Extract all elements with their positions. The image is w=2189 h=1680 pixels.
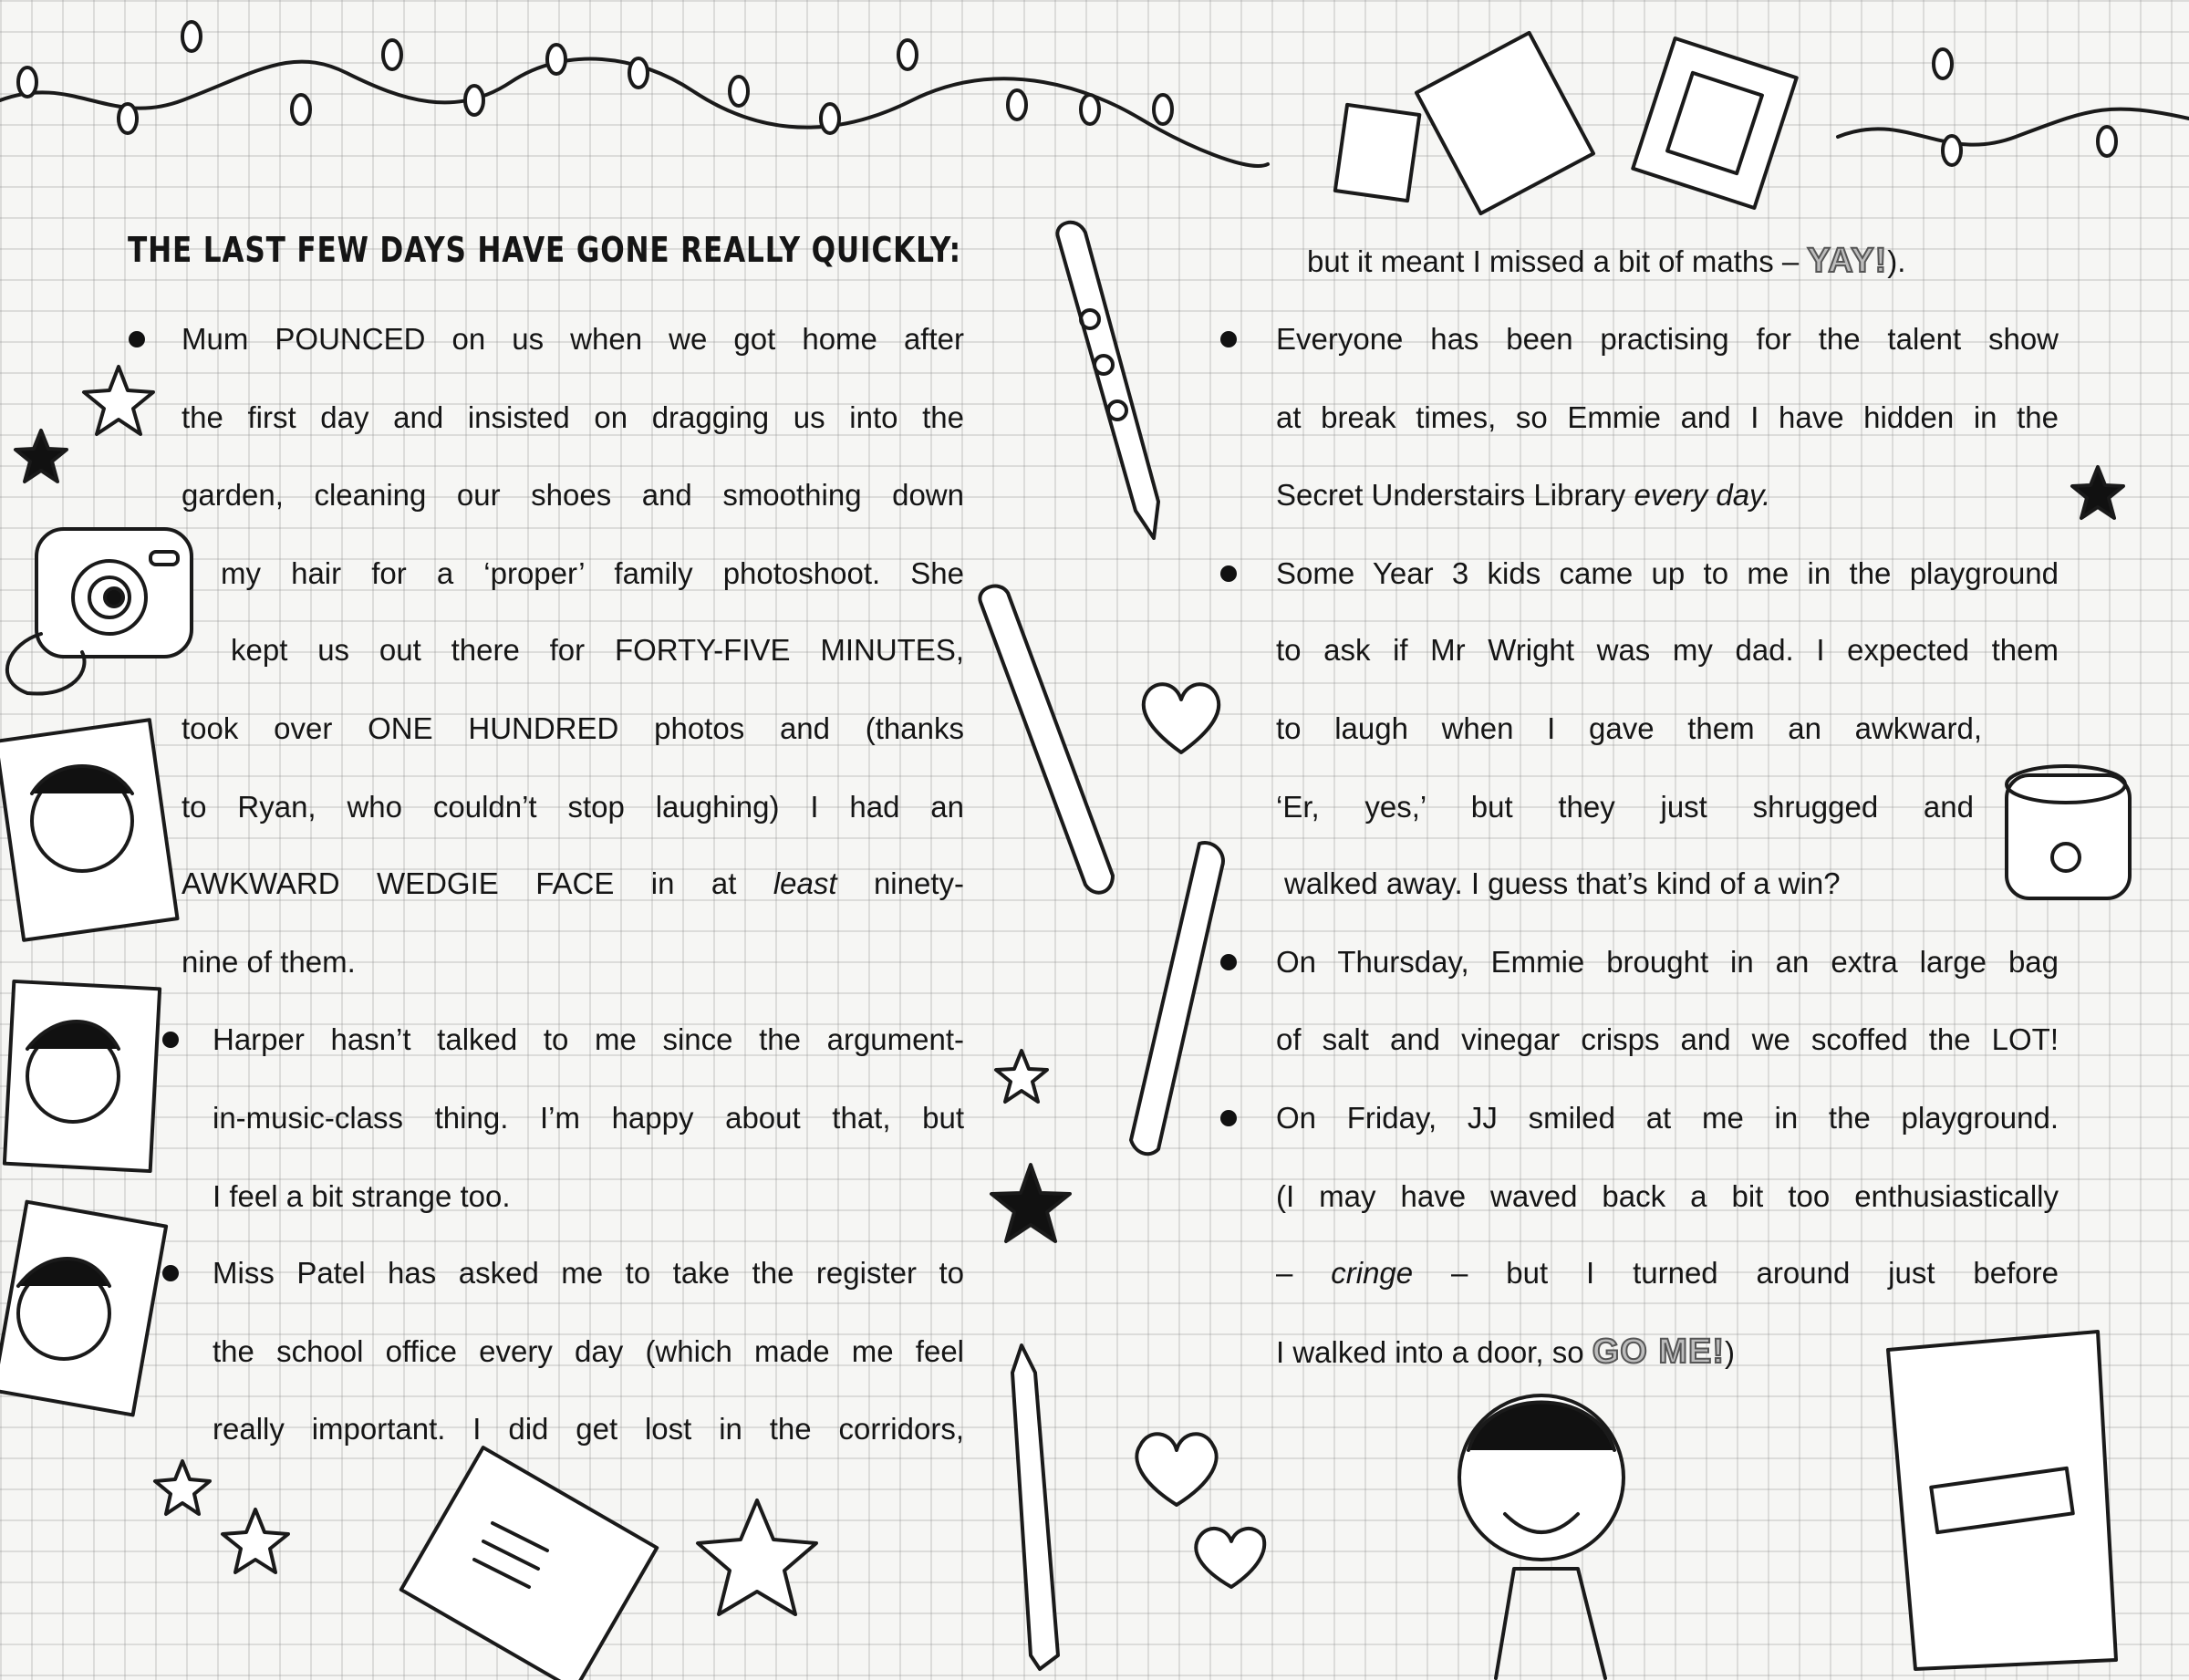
bullet-icon	[162, 1032, 179, 1048]
text-line: the first day and insisted on dragging us into the	[182, 400, 964, 434]
fairy-lights-left-icon	[0, 18, 1277, 182]
camera-icon	[0, 524, 196, 698]
girl-character-icon	[1441, 1377, 1678, 1678]
pen-striped-icon	[1122, 839, 1231, 1158]
bullet-icon	[129, 331, 145, 347]
yay-lettering: YAY!	[1807, 242, 1888, 280]
text-line: ‘Er, yes,’ but they just shrugged and	[1276, 790, 1974, 824]
text-line: took over ONE HUNDRED photos and (thanks	[182, 711, 964, 745]
text-line: I feel a bit strange too.	[213, 1179, 511, 1213]
star-outline-icon	[82, 365, 155, 438]
text-line	[1276, 468, 1770, 523]
bullet-icon	[1220, 331, 1237, 347]
text-segment: but it meant I missed a bit of maths –	[1307, 244, 1808, 278]
text-line	[182, 856, 964, 911]
text-segment: –	[1276, 1256, 1332, 1290]
text-line: walked away. I guess that’s kind of a win?	[1284, 866, 1841, 900]
text-line: garden, cleaning our shoes and smoothing down	[182, 478, 964, 512]
hearts-icon	[1131, 1368, 1350, 1587]
books-icon	[1341, 46, 1815, 201]
text-line: On Thursday, Emmie brought in an extra large bag	[1276, 945, 2059, 979]
text-segment: ninety-	[836, 866, 965, 900]
crisps-packet-icon	[1879, 1313, 2125, 1678]
bullet-icon	[1220, 565, 1237, 582]
text-line: my hair for a ‘proper’ family photoshoot. She	[221, 556, 964, 590]
bullet-icon	[162, 1265, 179, 1281]
text-line	[1307, 233, 1905, 288]
text-line: of salt and vinegar crisps and we scoffed the LOT!	[1276, 1022, 2059, 1056]
fairy-lights-right-icon	[1833, 27, 2189, 173]
heart-icon	[1140, 679, 1222, 757]
italic-emphasis: every day.	[1634, 478, 1771, 512]
text-line: (I may have waved back a bit too enthusiastically	[1276, 1179, 2059, 1213]
text-segment: – but I turned around just before	[1413, 1256, 2059, 1290]
text-segment: AWKWARD WEDGIE FACE in at	[182, 866, 773, 900]
text-line	[1276, 1246, 2059, 1301]
text-line: to ask if Mr Wright was my dad. I expected them	[1276, 633, 2059, 667]
text-segment: Secret Understairs Library	[1276, 478, 1634, 512]
text-line: to laugh when I gave them an awkward,	[1276, 711, 1982, 745]
text-line: at break times, so Emmie and I have hidden in the	[1276, 400, 2059, 434]
text-line: Miss Patel has asked me to take the register to	[213, 1256, 964, 1290]
text-line: Mum POUNCED on us when we got home after	[182, 322, 964, 356]
clipboard-icon	[392, 1450, 666, 1678]
text-line: nine of them.	[182, 945, 356, 979]
text-line: On Friday, JJ smiled at me in the playground.	[1276, 1101, 2059, 1135]
photo-girl-2-icon	[0, 976, 164, 1195]
text-line: to Ryan, who couldn’t stop laughing) I had an	[182, 790, 964, 824]
text-line: Harper hasn’t talked to me since the argument-	[213, 1022, 964, 1056]
star-smiling-icon	[693, 1496, 821, 1623]
text-segment: ).	[1887, 244, 1906, 278]
go-me-lettering: GO ME!	[1592, 1333, 1726, 1371]
photo-girl-1-icon	[0, 721, 182, 958]
text-line: really important. I did get lost in the corridors,	[213, 1412, 964, 1446]
pen-stars-icon	[976, 584, 1122, 903]
text-segment: I walked into a door, so	[1276, 1335, 1592, 1369]
section-heading: THE LAST FEW DAYS HAVE GONE REALLY QUICKLY:	[128, 230, 961, 270]
italic-emphasis: cringe	[1331, 1256, 1414, 1290]
text-line: the school office every day (which made me feel	[213, 1334, 964, 1368]
star-outline-icon	[994, 1049, 1049, 1104]
speaker-icon	[1988, 730, 2153, 912]
text-segment: )	[1725, 1335, 1736, 1369]
stars-bottom-left-icon	[146, 1459, 310, 1596]
photo-girl-3-icon	[0, 1204, 164, 1432]
bullet-icon	[1220, 954, 1237, 970]
star-filled-icon	[990, 1163, 1072, 1245]
italic-emphasis: least	[773, 866, 837, 900]
star-filled-icon	[2070, 465, 2125, 520]
pencil-icon	[1003, 1345, 1076, 1674]
bullet-icon	[1220, 1110, 1237, 1126]
text-line: Everyone has been practising for the talent show	[1276, 322, 2059, 356]
text-line: Some Year 3 kids came up to me in the playground	[1276, 556, 2059, 590]
pen-polka-dot-icon	[1049, 219, 1186, 547]
star-filled-icon	[14, 429, 68, 483]
text-line: in-music-class thing. I’m happy about that, but	[213, 1101, 964, 1135]
text-line: kept us out there for FORTY-FIVE MINUTES,	[231, 633, 964, 667]
text-line	[1276, 1324, 1735, 1379]
